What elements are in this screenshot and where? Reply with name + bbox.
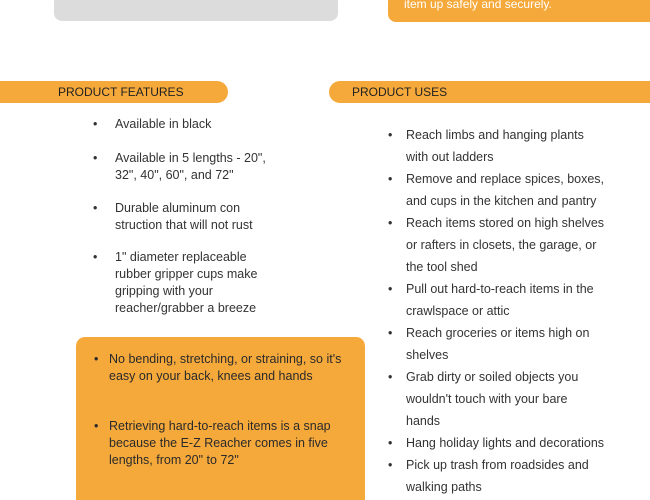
bullet: • — [388, 282, 393, 296]
use-text: Hang holiday lights and decorations — [406, 436, 605, 450]
benefit-item — [94, 418, 364, 469]
bullet: • — [94, 419, 99, 433]
benefit-text: Retrieving hard-to-reach items is a snap because the E-Z Reacher comes in five lengths, from 20" to 72" — [109, 419, 331, 467]
use-text: Reach items stored on high shelves or rafters in closets, the garage, or the tool shed — [406, 216, 605, 274]
feature-text: Durable aluminum con struction that will not rust — [115, 201, 253, 232]
benefit-item — [94, 351, 364, 385]
use-item — [388, 366, 650, 432]
product-uses-header: PRODUCT USES — [329, 81, 650, 103]
feature-item — [93, 150, 323, 184]
benefit-text: No bending, stretching, or straining, so it's easy on your back, knees and hands — [109, 352, 342, 383]
use-item — [388, 454, 650, 498]
bullet: • — [388, 370, 393, 384]
bullet: • — [388, 458, 393, 472]
bullet: • — [94, 352, 99, 366]
product-uses-list — [388, 124, 650, 498]
use-item — [388, 168, 650, 212]
bullet: • — [388, 326, 393, 340]
product-features-header: PRODUCT FEATURES — [0, 81, 228, 103]
bullet: • — [93, 250, 98, 264]
use-text: Remove and replace spices, boxes, and cups in the kitchen and pantry — [406, 172, 605, 208]
feature-item — [93, 249, 323, 317]
feature-text: 1" diameter replaceable rubber gripper cups make gripping with your reacher/grabber a breeze — [115, 250, 258, 315]
use-text: Pull out hard-to-reach items in the crawlspace or attic — [406, 282, 594, 318]
feature-text: Available in black — [115, 117, 212, 131]
feature-item — [93, 116, 323, 133]
use-text: Grab dirty or soiled objects you wouldn't touch with your bare hands — [406, 370, 579, 428]
use-item — [388, 212, 650, 278]
use-text: Pick up trash from roadsides and walking paths — [406, 458, 589, 494]
feature-text: Available in 5 lengths - 20", 32", 40", 60", and 72" — [115, 151, 266, 182]
use-item — [388, 124, 650, 168]
use-text: Reach groceries or items high on shelves — [406, 326, 590, 362]
use-item — [388, 432, 650, 454]
bullet: • — [93, 201, 98, 215]
bullet: • — [388, 172, 393, 186]
bullet: • — [388, 128, 393, 142]
use-item — [388, 278, 650, 322]
bullet: • — [388, 216, 393, 230]
bullet: • — [93, 151, 98, 165]
bullet: • — [93, 117, 98, 131]
use-text: Reach limbs and hanging plants with out ladders — [406, 128, 584, 164]
feature-item — [93, 200, 323, 234]
use-item — [388, 322, 650, 366]
top-orange-panel-text: item up safely and securely. — [404, 0, 552, 11]
top-grey-panel — [54, 0, 338, 21]
bullet: • — [388, 436, 393, 450]
